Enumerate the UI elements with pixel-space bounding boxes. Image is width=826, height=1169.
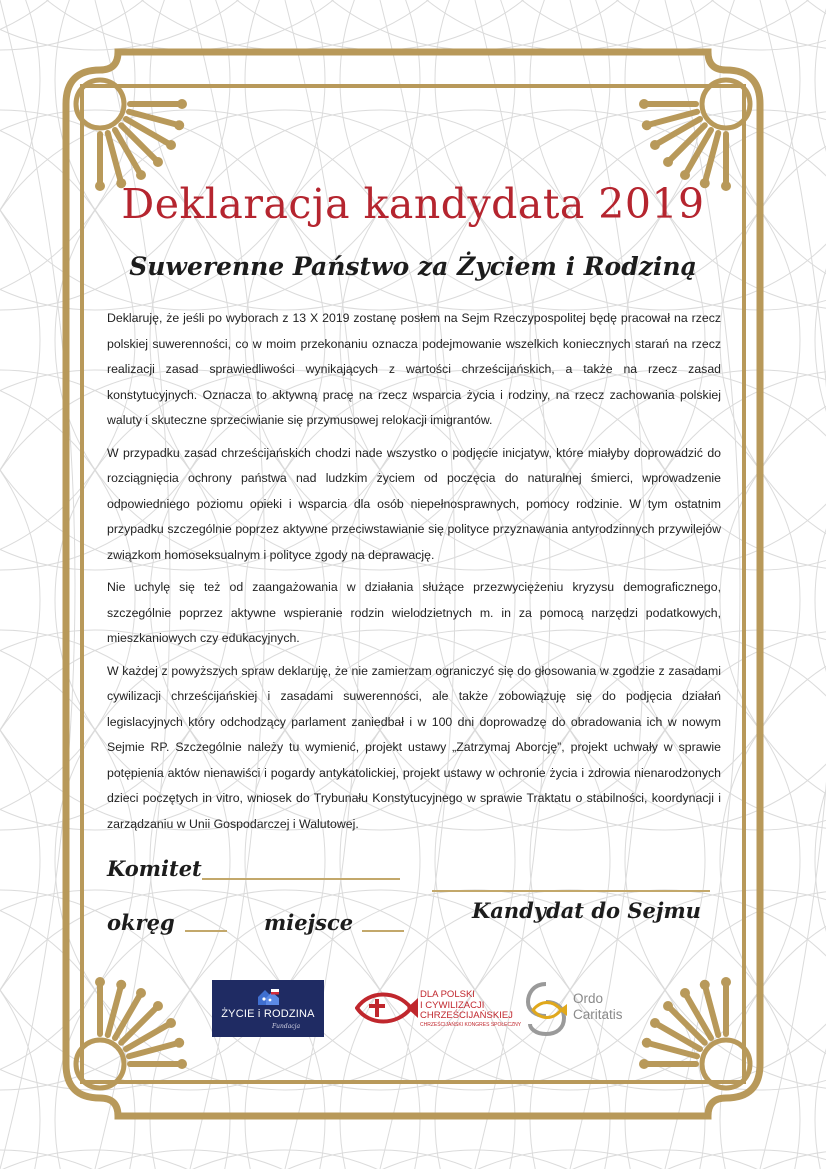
chrzescijanska-line: CHRZEŚCIJAŃSKIEJ [420,1010,513,1021]
document-title: Deklaracja kandydata 2019 [121,180,705,228]
miejsce-label: miejsce [264,910,354,935]
chrzescijanska-line: I CYWILIZACJI [420,999,485,1011]
zycie-i-rodzina-script: Fundacja [272,1023,301,1030]
komitet-label: Komitet [107,856,202,881]
zycie-i-rodzina-logo [212,980,324,1037]
declaration-body [107,306,721,844]
ordo-line: Ordo [573,991,604,1006]
house-family-icon [256,988,282,1006]
zycie-i-rodzina-name: ŻYCIE i RODZINA [221,1008,315,1020]
komitet-line[interactable] [202,878,400,880]
okreg-label: okręg [107,910,175,935]
paragraph: Deklaruję, że jeśli po wyborach z 13 X 2019 zostanę posłem na Sejm Rzeczypospolitej będę pracował na rzecz polskiej suwerenności, co w moim przekonaniu oznacza podejmowanie wszelkich koniecznych starań na rzecz realizacji zasad sprawiedliwości wynikających z wartości chrześcijańskich, a także na rzecz zasad konstytucyjnych. Oznacza to aktywną pracę na rzecz wsparcia życia i rodziny, na rzecz zachowania polskiej waluty i skuteczne sprzeciwianie się przymusowej relokacji imigrantów. [107,311,721,427]
chrzescijanska-line: DLA POLSKI [420,989,475,1000]
chrzescijanska-sub: CHRZEŚCIJAŃSKI KONGRES SPOŁECZNY [420,1021,522,1028]
ordo-line: Caritatis [573,1007,623,1022]
ordo-caritatis-text [573,991,623,1023]
fish-cross-icon [355,986,419,1030]
candidate-label: Kandydat do Sejmu [472,898,701,923]
paragraph: W każdej z powyższych spraw deklaruję, że nie zamierzam ograniczyć się do głosowania w zgodzie z zasadami cywilizacji chrześcijańskiej i zasadami suwerenności, ale także zobowiązuję się do podjęcia działań legislacyjnych który odchodzący parlament zaniedbał i w 100 dni doprowadzę do obradowania ich w nowym Sejmie RP. Szczególnie należy tu wymienić, projekt ustawy „Zatrzymaj Aborcję”, projekt uchwały w sprawie potępienia aktów nienawiści i pogardy antykatolickiej, projekt ustawy w ochronie życia i zdrowia nienarodzonych dzieci poczętych in vitro, wniosek do Trybunału Konstytucyjnego w sprawie Traktatu o stabilności, koordynacji i zarządzaniu w Unii Gospodarczej i Walutowej. [107,663,721,831]
chrzescijanska-logo-text [420,990,521,1029]
document-subtitle: Suwerenne Państwo za Życiem i Rodziną [129,252,697,281]
okreg-line[interactable] [185,930,227,932]
ordo-emblem-icon [523,980,569,1038]
miejsce-line[interactable] [362,930,404,932]
paragraph: W przypadku zasad chrześcijańskich chodzi nade wszystko o podjęcie inicjatyw, które miałyby doprowadzić do rozciągnięcia ochrony państwa nad ludzkim życiem od poczęcia do naturalnej śmierci, wprowadzenie odpowiedniego poziomu opieki i wsparcia dla osób niepełnosprawnych, pomocy rodzinie. W tym ostatnim przypadku szczególnie poprzez aktywne przeciwstawianie się polityce przyznawania antyrodzinnych przywilejów związkom homoseksualnym i polityce zgody na deprawację. [107,445,721,562]
paragraph: Nie uchylę się też od zaangażowania w działania służące przezwyciężeniu kryzysu demograficznego, szczególnie poprzez aktywne wspieranie rodzin wielodzietnych m. in za pomocą narzędzi podatkowych, mieszkaniowych czy edukacyjnych. [107,580,721,645]
candidate-signature-line[interactable] [432,890,710,892]
